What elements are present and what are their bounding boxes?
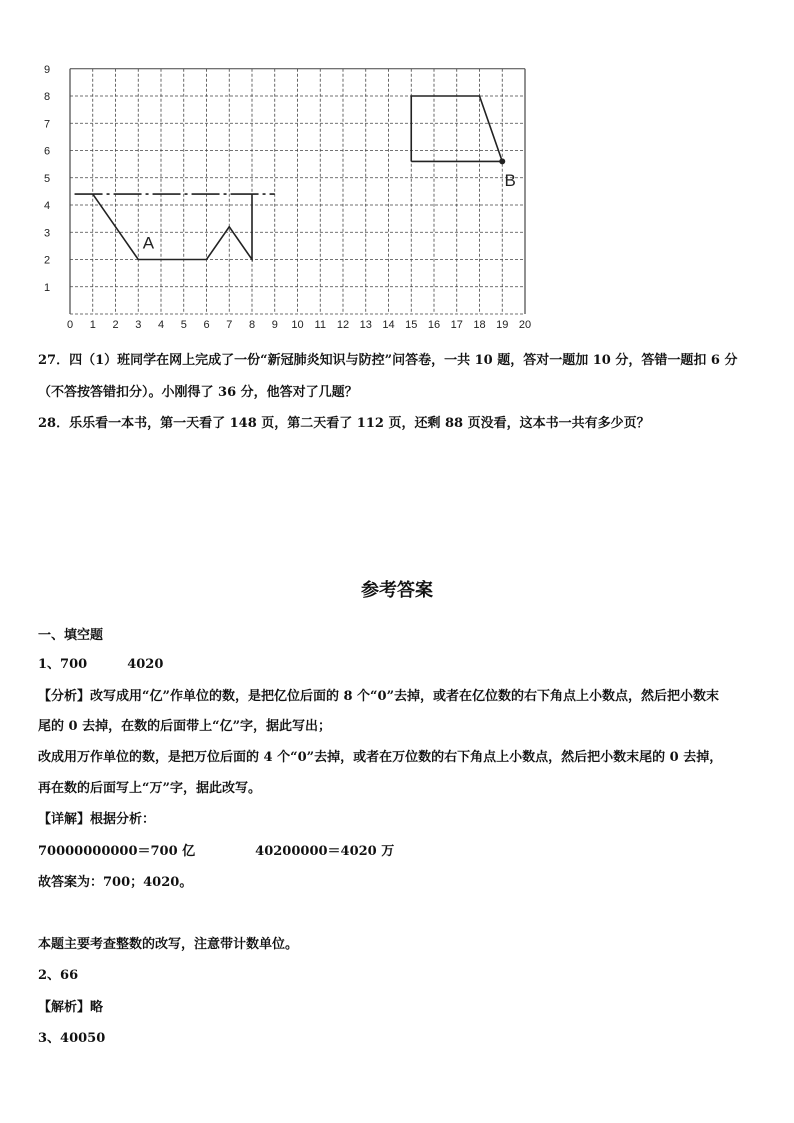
y-tick-label: 9	[44, 63, 51, 76]
x-tick-label: 18	[473, 319, 486, 331]
answer-1-analysis-line1: 【分析】改写成用“亿”作单位的数，是把亿位后面的 8 个“0”去掉，或者在亿位数的右下角点上小数点，然后把小数末	[38, 689, 720, 704]
answers-title: 参考答案	[361, 580, 433, 601]
answer-1-result: 故答案为：700；4020。	[38, 875, 193, 890]
answer-1-equation-1: 70000000000＝700 亿	[38, 844, 196, 859]
x-tick-label: 14	[382, 319, 395, 331]
section-fill-blank: 一、填空题	[38, 628, 104, 643]
x-tick-labels	[67, 319, 531, 331]
y-tick-label: 8	[44, 91, 51, 103]
x-tick-label: 15	[405, 319, 418, 331]
answer-1-analysis-line2: 尾的 0 去掉，在数的后面带上“亿”字，据此写出；	[38, 719, 332, 734]
x-tick-label: 19	[496, 319, 509, 331]
y-tick-label: 5	[44, 172, 51, 185]
answer-1	[38, 656, 163, 674]
x-tick-label: 13	[359, 319, 372, 331]
x-tick-label: 7	[226, 319, 233, 331]
question-28: 28．乐乐看一本书，第一天看了 148 页，第二天看了 112 页，还剩 88 页没看，这本书一共有多少页？	[38, 416, 650, 431]
question-27-line2: （不答按答错扣分）。小刚得了 36 分，他答对了几题？	[38, 385, 358, 400]
label-a: A	[142, 233, 155, 253]
coordinate-grid-figure	[30, 63, 540, 333]
x-tick-label: 4	[157, 319, 165, 331]
x-tick-label: 6	[203, 319, 210, 331]
y-tick-label: 3	[44, 227, 51, 240]
x-tick-label: 16	[427, 319, 441, 331]
y-tick-label: 4	[44, 200, 51, 212]
answer-1-note: 本题主要考查整数的改写，注意带计数单位。	[38, 937, 299, 952]
x-tick-label: 11	[314, 319, 326, 331]
answer-3: 3、40050	[38, 1031, 106, 1046]
x-tick-label: 20	[518, 319, 532, 331]
point-b-dot	[499, 158, 505, 164]
x-tick-label: 8	[248, 319, 256, 331]
x-tick-label: 3	[135, 319, 142, 331]
answer-1-equation-2: 40200000＝4020 万	[255, 844, 395, 859]
answer-1-detail: 【详解】根据分析：	[38, 812, 156, 827]
answer-1-first: 1、700	[38, 657, 88, 672]
answer-2-analysis: 【解析】略	[38, 1000, 104, 1015]
label-b: B	[504, 170, 516, 190]
answer-1-equations	[38, 843, 394, 861]
y-tick-label: 7	[44, 118, 51, 131]
y-tick-label: 6	[44, 145, 51, 158]
x-tick-label: 0	[66, 319, 74, 331]
x-tick-label: 17	[450, 319, 463, 331]
x-tick-label: 10	[291, 319, 304, 331]
x-tick-label: 5	[180, 319, 187, 331]
y-tick-label: 1	[44, 281, 51, 294]
question-27-line1: 27．四（1）班同学在网上完成了一份“新冠肺炎知识与防控”问答卷，一共 10 题，答对一题加 10 分，答错一题扣 6 分	[38, 353, 738, 368]
x-tick-label: 1	[89, 319, 96, 331]
answer-2: 2、66	[38, 968, 79, 983]
answer-1-analysis-line3: 改成用万作单位的数，是把万位后面的 4 个“0”去掉，或者在万位数的右下角点上小数点，然后把小数末尾的 0 去掉，	[38, 750, 723, 765]
grid-lines	[70, 69, 525, 314]
answer-1-analysis-line4: 再在数的后面写上“万”字，据此改写。	[38, 781, 261, 796]
x-tick-label: 2	[112, 319, 119, 331]
x-tick-label: 9	[271, 319, 278, 331]
y-tick-labels	[44, 64, 50, 294]
x-tick-label: 12	[336, 319, 350, 331]
answer-1-second: 4020	[127, 657, 164, 672]
shape-a-polyline	[93, 194, 252, 259]
y-tick-label: 2	[44, 254, 51, 267]
